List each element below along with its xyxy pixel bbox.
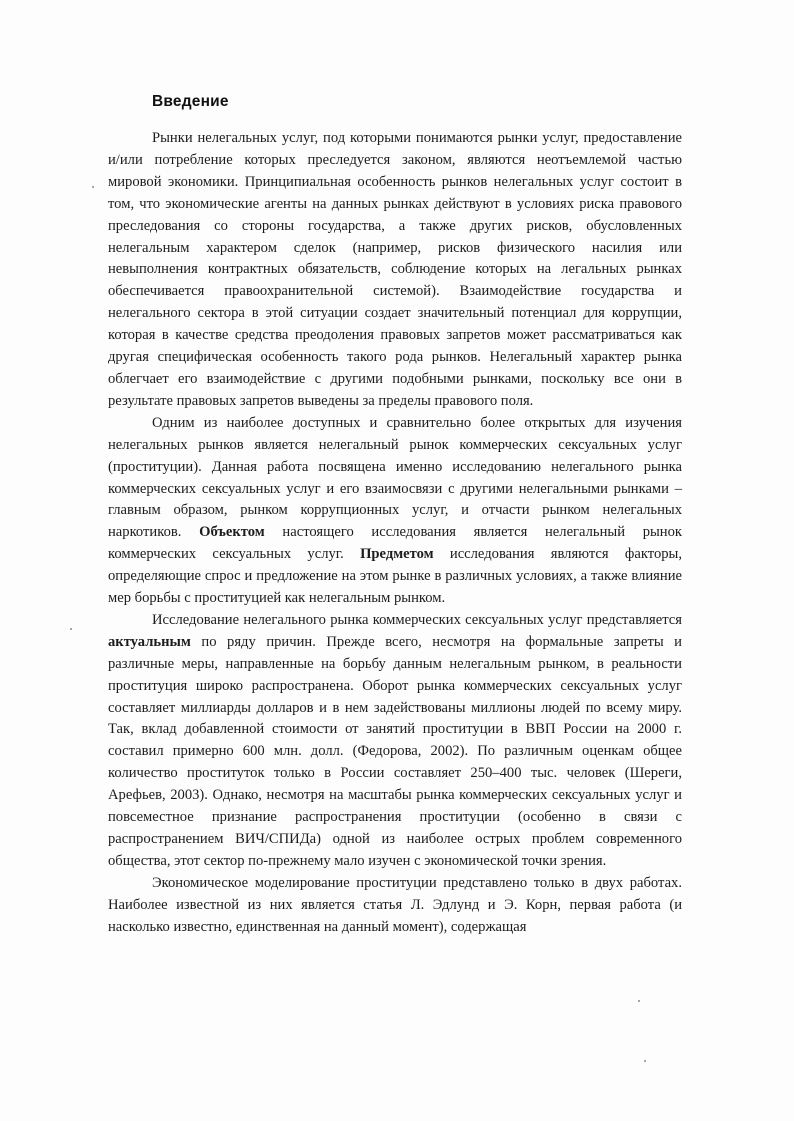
paragraph-modeling [108, 873, 682, 939]
paragraph-text: по ряду причин. Прежде всего, несмотря на формальные запреты и различные меры, направленные на борьбу данным нелегальным рынком, в реальности проституция широко распространена. Оборот рынка коммерческих сексуальных услуг составляет миллиарды долларов и в нем задействованы миллионы людей по всему миру. Так, вклад добавленной стоимости от занятий проституции в ВВП России на 2000 г. составил примерно 600 млн. долл. (Федорова, 2002). По различным оценкам общее количество проституток только в России составляет 250–400 тыс. человек (Шереги, Арефьев, 2003). Однако, несмотря на масштабы рынка коммерческих сексуальных услуг и повсеместное признание распространения проституции (особенно в связи с распространением ВИЧ/СПИДа) одной из наиболее острых проблем современного общества, этот сектор по-прежнему мало изучен с экономической точки зрения. [108, 633, 682, 869]
bold-term-object: Объектом [199, 524, 265, 541]
section-heading: Введение [152, 93, 229, 110]
paragraph-text: Экономическое моделирование проституции представлено только в двух работах. Наиболее известной из них является статья Л. Эдлунд и Э. Корн, первая работа (и насколько известно, единственная на данный момент), содержащая [108, 874, 682, 935]
scan-speck [638, 1000, 640, 1002]
bold-term-relevant: актуальным [108, 633, 191, 650]
paragraph-text: Одним из наиболее доступных и сравнительно более открытых для изучения нелегальных рынков является нелегальный рынок коммерческих сексуальных услуг (проституции). Данная работа посвящена именно исследованию нелегального рынка коммерческих сексуальных услуг и его взаимосвязи с другими нелегальными рынками – главным образом, рынком коррупционных услуг, и отчасти рынком нелегальных наркотиков. [108, 414, 682, 541]
scan-speck [70, 628, 72, 630]
scan-speck [644, 1060, 646, 1062]
paragraph-text: Рынки нелегальных услуг, под которыми понимаются рынки услуг, предоставление и/или потребление которых преследуется законом, являются неотъемлемой частью мировой экономики. Принципиальная особенность рынков нелегальных услуг состоит в том, что экономические агенты на данных рынках действуют в условиях риска правового преследования со стороны государства, а также других рисков, обусловленных нелегальным характером сделок (например, рисков физического насилия или невыполнения контрактных обязательств, соблюдение которых на легальных рынках обеспечивается правоохранительной системой). Взаимодействие государства и нелегального сектора в этой ситуации создает значительный потенциал для коррупции, которая в качестве средства преодоления правовых запретов может рассматриваться как другая специфическая особенность такого рода рынков. Нелегальный характер рынка облегчает его взаимодействие с другими подобными рынками, поскольку все они в результате правовых запретов выведены за пределы правового поля. [108, 130, 682, 409]
body-text [108, 128, 682, 939]
paragraph-text: Исследование нелегального рынка коммерческих сексуальных услуг представляется [152, 611, 682, 628]
paragraph-text: исследования являются факторы, определяющие спрос и предложение на этом рынке в различных условиях, а также влияние мер борьбы с проституцией как нелегальным рынком. [108, 546, 682, 607]
paragraph-relevance [108, 610, 682, 873]
paragraph-intro [108, 128, 682, 413]
paragraph-object-subject [108, 413, 682, 610]
scan-speck [92, 186, 94, 188]
paragraph-text: настоящего исследования является нелегальный рынок коммерческих сексуальных услуг. [108, 524, 682, 563]
bold-term-subject: Предметом [360, 546, 434, 563]
